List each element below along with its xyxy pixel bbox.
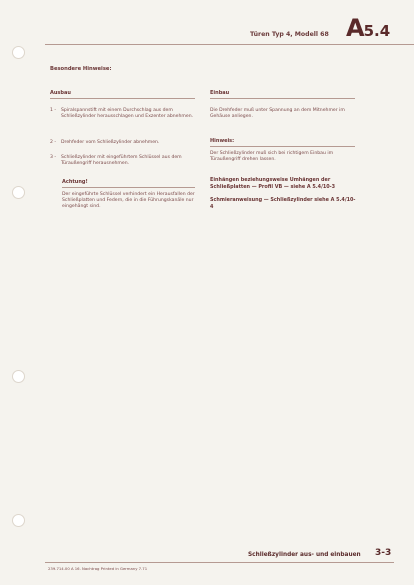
- footer-rule: [45, 562, 394, 563]
- punch-hole: [12, 514, 25, 527]
- punch-hole: [12, 46, 25, 59]
- caution-text: Der eingeführte Schlüssel verhindert ein Herausfallen der Schließplatten und Federn, die in die Führungskanäle nur eingehängt sind.: [62, 192, 195, 210]
- punch-hole: [12, 186, 25, 199]
- ausbau-heading: Ausbau: [50, 90, 71, 96]
- footer-title: Schließzylinder aus- und einbauen: [248, 552, 361, 558]
- hint-heading: Hinweis:: [210, 138, 235, 144]
- section-code-letter: A: [346, 14, 364, 42]
- step-text: Spiralspannstift mit einem Durchschlag aus dem Schließzylinder herausschlagen und Exzenter abnehmen.: [61, 108, 194, 120]
- einbau-underline: [210, 98, 355, 99]
- step-text: Drehfeder vom Schließzylinder abnehmen.: [61, 140, 160, 145]
- imprint: 239.714.00 A 16. Nachtrag Printed in Germany 7.71: [48, 566, 148, 571]
- reference-profile: Einhängen beziehungsweise Umhängen der Schließplatten — Profil VB — siehe A 5.4/10-3: [210, 177, 336, 190]
- caution-heading: Achtung!: [62, 179, 88, 185]
- ausbau-underline: [50, 98, 195, 99]
- step-number: 1 -: [50, 108, 57, 113]
- einbau-text: Die Drehfeder muß unter Spannung an dem Mitnehmer im Gehäuse anliegen.: [210, 108, 345, 120]
- hint-text: Der Schließzylinder muß sich bei richtigem Einbau im Türaußengriff drehen lassen.: [210, 151, 334, 163]
- einbau-heading: Einbau: [210, 90, 230, 96]
- section-code-number: 5.4: [363, 22, 391, 40]
- header-title: Türen Typ 4, Modell 68: [250, 31, 329, 38]
- step-2: [50, 140, 197, 146]
- hint-underline: [210, 146, 355, 147]
- section-title: Besondere Hinweise:: [50, 66, 112, 72]
- caution-underline: [62, 187, 195, 188]
- step-number: 3 -: [50, 155, 57, 160]
- step-3: [50, 155, 197, 167]
- step-number: 2 -: [50, 140, 57, 145]
- section-code: [346, 16, 390, 40]
- step-1: [50, 108, 197, 120]
- punch-hole: [12, 370, 25, 383]
- page-number: 3-3: [375, 548, 392, 558]
- header-rule: [45, 44, 414, 45]
- step-text: Schließzylinder mit eingeführtem Schlüssel aus dem Türaußengriff herausnehmen.: [61, 155, 182, 167]
- reference-lubrication: Schmieranweisung — Schließzylinder siehe A 5.4/10-4: [210, 197, 356, 210]
